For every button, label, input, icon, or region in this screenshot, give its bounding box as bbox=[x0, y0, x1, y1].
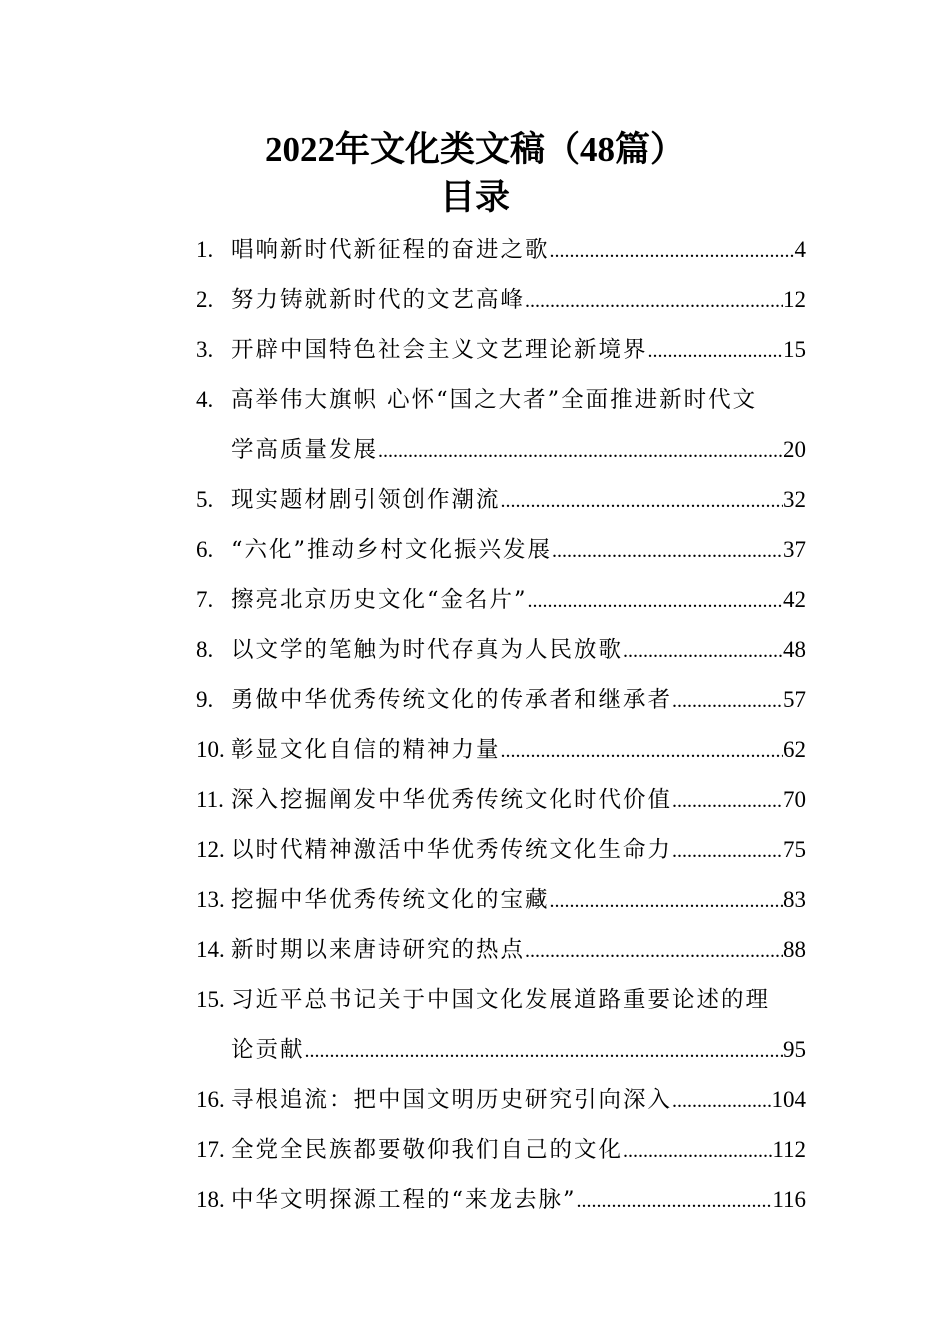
table-of-contents bbox=[196, 225, 806, 1225]
toc-page-number: 57 bbox=[783, 687, 806, 712]
toc-entry[interactable] bbox=[196, 925, 806, 975]
toc-entry-number: 9. bbox=[196, 687, 214, 712]
toc-entry-line bbox=[196, 1175, 806, 1225]
toc-dot-leader bbox=[550, 226, 795, 276]
document-title: 2022年文化类文稿（48篇） bbox=[264, 130, 685, 169]
toc-page-number: 95 bbox=[783, 1037, 806, 1062]
toc-entry-line bbox=[196, 275, 806, 325]
toc-dot-leader bbox=[550, 876, 783, 926]
toc-dot-leader bbox=[577, 1176, 773, 1226]
toc-entry-number: 4. bbox=[196, 387, 214, 412]
toc-entry-line bbox=[196, 525, 806, 575]
toc-entry-title: 擦亮北京历史文化“金名片” bbox=[231, 587, 528, 613]
toc-entry-title: 中华文明探源工程的“来龙去脉” bbox=[231, 1187, 577, 1213]
toc-entry-line bbox=[196, 925, 806, 975]
toc-entry-title: 深入挖掘阐发中华优秀传统文化时代价值 bbox=[231, 787, 673, 813]
toc-page-number: 70 bbox=[783, 787, 806, 812]
toc-page-number: 4 bbox=[794, 237, 806, 262]
toc-entry-title: 习近平总书记关于中国文化发展道路重要论述的理 bbox=[231, 987, 771, 1013]
toc-entry[interactable] bbox=[196, 625, 806, 675]
toc-entry[interactable] bbox=[196, 875, 806, 925]
toc-entry[interactable] bbox=[196, 775, 806, 825]
toc-entry-title: 学高质量发展 bbox=[231, 437, 379, 463]
toc-page-number: 116 bbox=[772, 1187, 806, 1212]
toc-entry-line bbox=[196, 375, 806, 425]
toc-dot-leader bbox=[672, 826, 783, 876]
toc-dot-leader bbox=[501, 726, 783, 776]
toc-entry-number: 16. bbox=[196, 1087, 225, 1112]
toc-entry-title: 彰显文化自信的精神力量 bbox=[231, 737, 501, 763]
toc-page-number: 48 bbox=[783, 637, 806, 662]
toc-entry-line bbox=[196, 675, 806, 725]
toc-entry[interactable] bbox=[196, 675, 806, 725]
toc-entry-title: 努力铸就新时代的文艺高峰 bbox=[231, 287, 526, 313]
toc-entry[interactable] bbox=[196, 1075, 806, 1125]
toc-entry-line bbox=[196, 875, 806, 925]
toc-entry[interactable] bbox=[196, 825, 806, 875]
toc-entry-line bbox=[196, 425, 806, 475]
toc-entry-title: 唱响新时代新征程的奋进之歌 bbox=[231, 237, 550, 263]
toc-page-number: 112 bbox=[772, 1137, 806, 1162]
toc-entry-number: 1. bbox=[196, 237, 214, 262]
toc-entry-number: 14. bbox=[196, 937, 225, 962]
toc-entry-number: 11. bbox=[196, 787, 224, 812]
toc-dot-leader bbox=[552, 526, 783, 576]
toc-dot-leader bbox=[525, 276, 783, 326]
toc-entry-line bbox=[196, 725, 806, 775]
toc-entry-title: 全党全民族都要敬仰我们自己的文化 bbox=[231, 1137, 624, 1163]
toc-page-number: 104 bbox=[771, 1087, 806, 1112]
toc-entry-title: 论贡献 bbox=[231, 1037, 305, 1063]
toc-entry-title: 以文学的笔触为时代存真为人民放歌 bbox=[231, 637, 624, 663]
toc-entry-line bbox=[196, 225, 806, 275]
toc-entry[interactable] bbox=[196, 225, 806, 275]
toc-entry[interactable] bbox=[196, 1175, 806, 1225]
toc-entry-number: 15. bbox=[196, 987, 225, 1012]
toc-entry-line bbox=[196, 775, 806, 825]
toc-dot-leader bbox=[672, 1076, 771, 1126]
toc-page-number: 15 bbox=[783, 337, 806, 362]
toc-entry-line bbox=[196, 325, 806, 375]
toc-entry-number: 13. bbox=[196, 887, 225, 912]
toc-dot-leader bbox=[378, 426, 783, 476]
toc-entry-line bbox=[196, 1025, 806, 1075]
toc-entry-number: 17. bbox=[196, 1137, 225, 1162]
toc-dot-leader bbox=[672, 676, 783, 726]
toc-page-number: 20 bbox=[783, 437, 806, 462]
toc-entry-line bbox=[196, 825, 806, 875]
toc-entry-title: 挖掘中华优秀传统文化的宝藏 bbox=[231, 887, 550, 913]
toc-entry-number: 5. bbox=[196, 487, 214, 512]
toc-entry-number: 18. bbox=[196, 1187, 225, 1212]
toc-dot-leader bbox=[528, 576, 783, 626]
toc-page-number: 42 bbox=[783, 587, 806, 612]
toc-dot-leader bbox=[501, 476, 783, 526]
toc-page-number: 83 bbox=[783, 887, 806, 912]
toc-entry[interactable] bbox=[196, 475, 806, 525]
toc-page-number: 62 bbox=[783, 737, 806, 762]
toc-page-number: 88 bbox=[783, 937, 806, 962]
toc-entry[interactable] bbox=[196, 275, 806, 325]
toc-entry-number: 2. bbox=[196, 287, 214, 312]
toc-entry-number: 6. bbox=[196, 537, 214, 562]
toc-page-number: 12 bbox=[783, 287, 806, 312]
toc-page-number: 32 bbox=[783, 487, 806, 512]
toc-entry-number: 8. bbox=[196, 637, 214, 662]
toc-entry[interactable] bbox=[196, 375, 806, 475]
toc-entry-title: 以时代精神激活中华优秀传统文化生命力 bbox=[231, 837, 673, 863]
toc-entry[interactable] bbox=[196, 1125, 806, 1175]
toc-entry[interactable] bbox=[196, 525, 806, 575]
toc-page-number: 37 bbox=[783, 537, 806, 562]
toc-entry-line bbox=[196, 625, 806, 675]
toc-entry-line bbox=[196, 1125, 806, 1175]
toc-dot-leader bbox=[305, 1026, 783, 1076]
toc-entry[interactable] bbox=[196, 725, 806, 775]
toc-dot-leader bbox=[648, 326, 783, 376]
toc-dot-leader bbox=[672, 776, 783, 826]
toc-entry-title: 现实题材剧引领创作潮流 bbox=[231, 487, 501, 513]
toc-entry-title: 寻根追流：把中国文明历史研究引向深入 bbox=[231, 1087, 673, 1113]
toc-entry-title: 开辟中国特色社会主义文艺理论新境界 bbox=[231, 337, 648, 363]
toc-dot-leader bbox=[525, 926, 783, 976]
toc-entry-title: 新时期以来唐诗研究的热点 bbox=[231, 937, 526, 963]
toc-entry-number: 7. bbox=[196, 587, 214, 612]
toc-entry-number: 12. bbox=[196, 837, 225, 862]
toc-entry-number: 10. bbox=[196, 737, 225, 762]
toc-entry-line bbox=[196, 975, 806, 1025]
toc-dot-leader bbox=[623, 1126, 772, 1176]
toc-entry[interactable] bbox=[196, 325, 806, 375]
toc-dot-leader bbox=[623, 626, 783, 676]
toc-entry[interactable] bbox=[196, 575, 806, 625]
toc-entry-title: 高举伟大旗帜 心怀“国之大者”全面推进新时代文 bbox=[231, 387, 758, 413]
toc-heading: 目录 bbox=[439, 177, 510, 218]
toc-entry-number: 3. bbox=[196, 337, 214, 362]
toc-entry-title: “六化”推动乡村文化振兴发展 bbox=[231, 537, 553, 563]
toc-entry-line bbox=[196, 575, 806, 625]
toc-entry-line bbox=[196, 475, 806, 525]
toc-page-number: 75 bbox=[783, 837, 806, 862]
toc-entry[interactable] bbox=[196, 975, 806, 1075]
toc-entry-line bbox=[196, 1075, 806, 1125]
toc-entry-title: 勇做中华优秀传统文化的传承者和继承者 bbox=[231, 687, 673, 713]
